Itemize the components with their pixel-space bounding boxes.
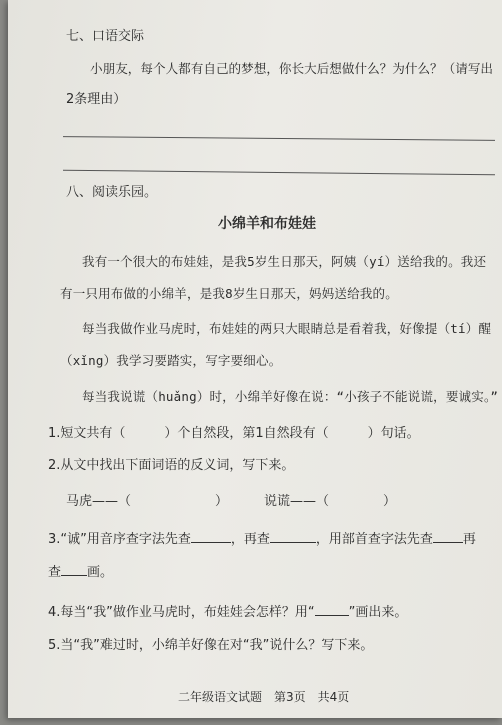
exam-page [8,0,502,718]
question-1: 1.短文共有（ ）个自然段，第1自然段有（ ）句话。 [48,426,420,441]
section-7-prompt-line-2: 2条理由） [66,92,127,107]
question-3-line-2 [48,563,113,581]
section-7-heading: 七、口语交际 [66,29,145,44]
q3-text-4: 再 [462,532,476,547]
section-7-prompt-line-1: 小朋友，每个人都有自己的梦想，你长大后想做什么？为什么？（请写出 [90,61,493,76]
q2-antonym-1 [66,494,228,510]
q3-text-6: 画。 [87,565,114,580]
q2-word-2-close: ） [383,494,397,509]
q2-word-2-label: 说谎——（ [264,494,330,509]
page-footer: 二年级语文试题 第3页 共4页 [178,690,350,704]
q3-text-2: ，再查 [230,532,270,547]
question-5: 5.当“我”难过时，小绵羊好像在对“我”说什么？写下来。 [48,638,374,653]
story-para-1-line-2: 有一只用布做的小绵羊，是我8岁生日那天，妈妈送给我的。 [60,286,398,301]
story-para-3-line-1: 每当我说谎（huǎng）时，小绵羊好像在说：“小孩子不能说谎，要诚实。” [82,389,499,404]
q3-text-1: 3.“诚”用音序查字法先查 [48,532,191,547]
q3-text-3: ，用部首查字法先查 [315,532,433,547]
question-3-line-1 [48,530,476,548]
answer-line-2 [63,170,495,176]
q3-blank-1[interactable] [191,530,231,543]
q2-word-1-close: ） [215,494,229,509]
section-8-heading: 八、阅读乐园。 [66,185,158,200]
q2-word-1-label: 马虎——（ [66,494,132,509]
q3-blank-4[interactable] [61,563,87,576]
q4-text-2: ”画出来。 [348,605,408,620]
story-para-1-line-1: 我有一个很大的布娃娃，是我5岁生日那天，阿姨（yí）送给我的。我还 [82,254,487,269]
story-para-2-line-1: 每当我做作业马虎时，布娃娃的两只大眼睛总是看着我，好像提（tí）醒 [82,321,492,336]
question-4 [48,603,407,621]
q4-blank[interactable] [315,603,349,616]
story-title: 小绵羊和布娃娃 [218,216,316,232]
story-para-2-line-2: （xǐng）我学习要踏实，写字要细心。 [60,353,282,368]
q2-antonym-2 [264,494,396,510]
q3-text-5: 查 [48,565,62,580]
q3-blank-3[interactable] [433,530,463,543]
q3-blank-2[interactable] [270,530,316,543]
answer-line-1 [63,136,495,141]
question-2: 2.从文中找出下面词语的反义词，写下来。 [48,458,295,473]
q4-text-1: 4.每当“我”做作业马虎时，布娃娃会怎样？用“ [48,605,315,620]
